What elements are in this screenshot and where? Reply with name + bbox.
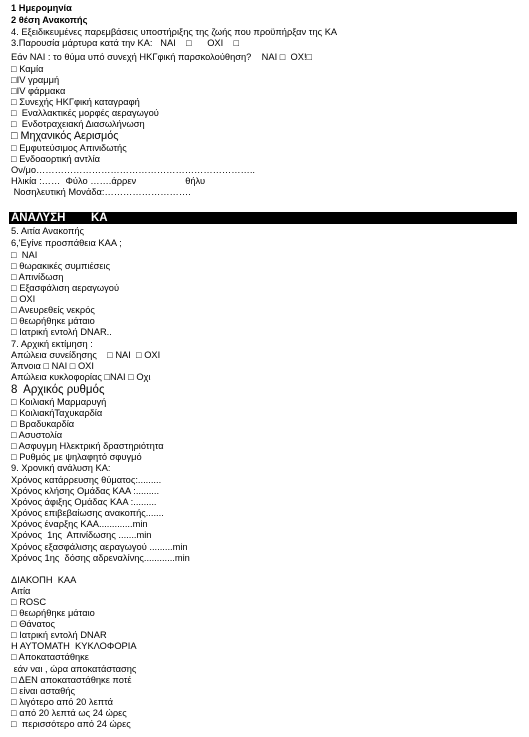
date-label: 1 Ημερομηνία (11, 3, 72, 13)
arrest-confirmation-time-field[interactable]: Χρόνος επιβεβαίωσης ανακοπής....... (11, 508, 164, 518)
option-none[interactable]: □ Καμία (11, 64, 44, 74)
initial-rhythm-label: 8 Αρχικός ρυθμός (11, 384, 105, 396)
option-futile[interactable]: □ θεωρήθηκε μάταιο (11, 316, 95, 326)
initial-assessment-label: 7. Αρχική εκτίμηση : (11, 339, 93, 349)
loss-of-circulation-row[interactable]: Απώλεια κυκλοφορίας □ΝΑΙ □ Οχι (11, 372, 151, 382)
team-call-time-field[interactable]: Χρόνος κλήσης Ομάδας ΚΑΑ :......... (11, 486, 160, 496)
option-iv-drugs[interactable]: □IV φάρμακα (11, 86, 66, 96)
option-pea[interactable]: □ Ασφυγμη Ηλεκτρική δραστηριότητα (11, 441, 164, 451)
option-mechanical-ventilation[interactable]: □ Μηχανικός Αερισμός (11, 130, 119, 142)
arrest-cause-label: 5. Αιτία Ανακοπής (11, 226, 84, 236)
option-no[interactable]: □ ΟΧΙ (11, 294, 36, 304)
option-secure-airway[interactable]: □ Εξασφάλιση αεραγωγού (11, 283, 120, 293)
option-intubation[interactable]: □ Ενδοτραχειακή Διασωλήνωση (11, 119, 145, 129)
prior-interventions-question: 4. Εξειδικευμένες παρεμβάσεις υποστήριξης της ζωής που προϋπήρξαν της ΚΑ (11, 27, 338, 37)
option-unstable[interactable]: □ είναι ασταθής (11, 686, 75, 696)
option-chest-compressions[interactable]: □ θωρακικές συμπιέσεις (11, 261, 111, 271)
option-alternative-airway[interactable]: □ Εναλλακτικές μορφές αεραγωγού (11, 108, 159, 118)
witness-question[interactable]: 3.Παρουσία μάρτυρα κατά την ΚΑ: ΝΑΙ □ ΟΧΙ □ (11, 38, 240, 48)
option-restored[interactable]: □ Αποκαταστάθηκε (11, 652, 89, 662)
option-defibrillation[interactable]: □ Απινίδωση (11, 272, 64, 282)
ecg-monitoring-question[interactable]: Εάν ΝΑΙ : το θύμα υπό συνεχή ΗΚΓφική παρσκολούθηση? ΝΑΙ □ ΟΧ!□ (11, 52, 313, 62)
first-adrenaline-time-field[interactable]: Χρόνος 1ης δόσης αδρεναλίνης............min (11, 553, 190, 563)
option-ventricular-tachycardia[interactable]: □ ΚοιλιακήΤαχυκαρδία (11, 408, 103, 418)
option-yes[interactable]: □ ΝΑΙ (11, 250, 38, 260)
arrest-location-label: 2 θέση Ανακοπής (11, 15, 88, 25)
option-dnar-order[interactable]: □ Ιατρική εντολή DNAR.. (11, 327, 112, 337)
resuscitation-attempt-question: 6,'Εγίνε προσπάθεια ΚΑΑ ; (11, 238, 122, 248)
option-found-dead[interactable]: □ Ανευρεθείς νεκρός (11, 305, 95, 315)
team-arrival-time-field[interactable]: Χρόνος άφιξης Ομάδας ΚΑΑ :......... (11, 497, 157, 507)
collapse-time-field[interactable]: Χρόνος κατάρρευσης θύματος:......... (11, 475, 162, 485)
restoration-time-field[interactable]: εάν ναι , ώρα αποκατάστασης (11, 664, 137, 674)
option-rosc[interactable]: □ ROSC (11, 597, 47, 607)
cpr-termination-label: ΔΙΑΚΟΠΗ ΚΑΑ (11, 575, 77, 585)
option-iv-line[interactable]: □IV γραμμή (11, 75, 60, 85)
option-more-than-24-hours[interactable]: □ περισσότερο από 24 ώρες (11, 719, 131, 729)
option-never-restored[interactable]: □ ΔΕΝ αποκαταστάθηκε ποτέ (11, 675, 132, 685)
option-deemed-futile[interactable]: □ θεωρήθηκε μάταιο (11, 608, 95, 618)
option-intra-aortic-pump[interactable]: □ Ενδοαορτική αντλία (11, 154, 101, 164)
spontaneous-circulation-label: Η ΑΥΤΟΜΑΤΗ ΚΥΚΛΟΦΟΡΙΑ (11, 641, 137, 651)
option-implantable-defibrillator[interactable]: □ Εμφυτεύσιμος Απινιδωτής (11, 143, 127, 153)
section-header-text: ΑΝΑΛΥΣΗ ΚΑ (11, 212, 108, 224)
option-ventricular-fibrillation[interactable]: □ Κοιλιακή Μαρμαρυγή (11, 397, 107, 407)
apnea-row[interactable]: Άπνοια □ ΝΑΙ □ ΟΧΙ (11, 361, 94, 371)
option-less-than-20-min[interactable]: □ λιγότερο από 20 λεπτά (11, 697, 114, 707)
option-asystole[interactable]: □ Ασυστολία (11, 430, 63, 440)
cause-label: Αιτία (11, 586, 31, 596)
first-defibrillation-time-field[interactable]: Χρόνος 1ης Απινίδωσης .......min (11, 530, 152, 540)
cpr-start-time-field[interactable]: Χρόνος έναρξης ΚΑΑ.............min (11, 519, 148, 529)
option-perfusing-rhythm[interactable]: □ Ρυθμός με ψηλαφητό σφυγμό (11, 452, 142, 462)
option-bradycardia[interactable]: □ Βραδυκαρδία (11, 419, 75, 429)
option-death[interactable]: □ Θάνατος (11, 619, 56, 629)
timing-label: 9. Χρονική ανάλυση ΚΑ: (11, 463, 111, 473)
nursing-unit-field[interactable]: Νοσηλευτική Μονάδα:………………………. (11, 187, 191, 197)
airway-time-field[interactable]: Χρόνος εξασφάλισης αεραγωγού .........min (11, 542, 188, 552)
loss-of-consciousness-row[interactable]: Απώλεια συνείδησης □ ΝΑΙ □ ΟΧΙ (11, 350, 161, 360)
option-dnar[interactable]: □ Ιατρική εντολή DNAR (11, 630, 107, 640)
age-sex-field[interactable]: Ηλικία :…… Φύλο …….άρρεν θήλυ (11, 176, 206, 186)
section-header-analysis (9, 212, 517, 224)
option-20-min-to-24-hours[interactable]: □ από 20 λεπτά ως 24 ώρες (11, 708, 127, 718)
option-continuous-ecg[interactable]: □ Συνεχής ΗΚΓφική καταγραφή (11, 97, 140, 107)
name-field[interactable]: Ον/μο…………………………………………………………….. (11, 165, 255, 175)
